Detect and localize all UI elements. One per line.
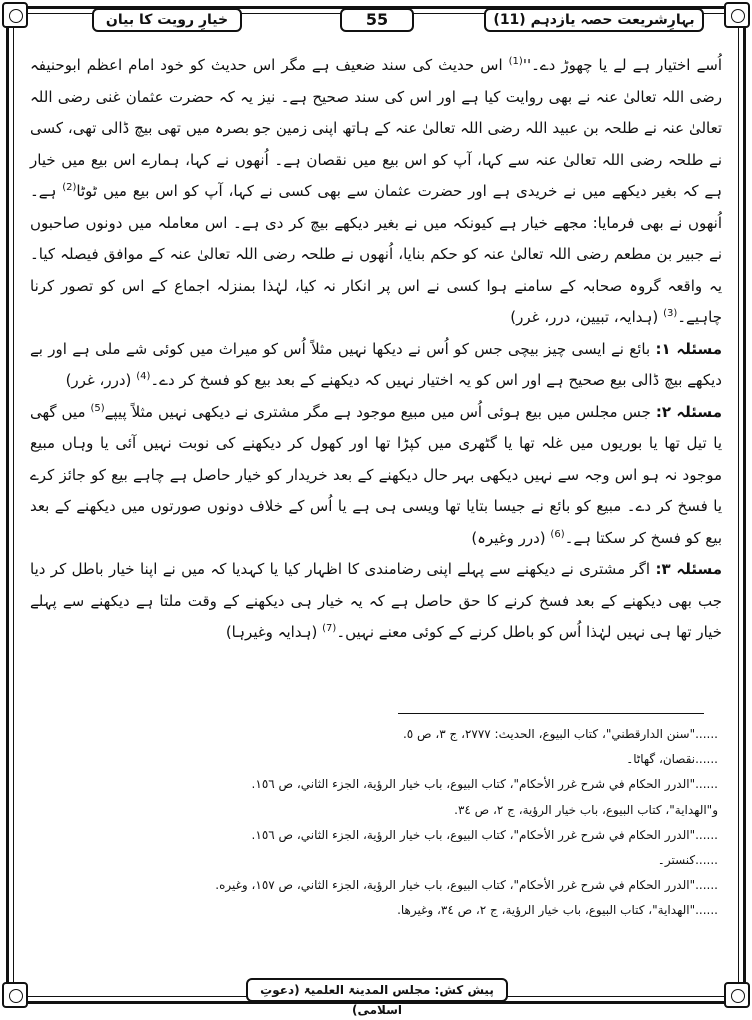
footnote-6: ......"الدرر الحكام في شرح غرر الأحكام"، كتاب البيوع، باب خيار الرؤية، الجزء الثاني، ص ١٥٧، وغيره. (215, 878, 718, 893)
paragraph-text: اس حدیث کی سند ضعیف ہے مگر اس حدیث کو خود امام اعظم ابوحنیفہ رضی اللہ تعالیٰ عنہ نے بھی روایت کیا ہے اور اس کی سند صحیح ہے۔ نیز یہ کہ حضرت عثمان غنی رضی اللہ تعالیٰ عنہ نے طلحہ بن عبید اللہ رضی اللہ تعالیٰ عنہ کے ہاتھ اپنی زمین جو بصرہ میں تھی بیچ ڈالی تھی، کسی نے طلحہ رضی اللہ تعالیٰ عنہ سے کہا، آپ کو اس بیع میں نقصان ہے۔ اُنھوں نے کہا، ہمارے اس بیع میں خیار ہے کہ بغیر دیکھے میں نے خریدی ہے اور حضرت عثمان سے بھی کسی نے کہا، آپ کو اس بیع میں ٹوٹا (30, 56, 722, 200)
publisher-footer: پیش کش: مجلس المدینۃ العلمیۃ (دعوتِ اسلامی) (246, 978, 508, 1002)
masala-label: مسئلہ ۲: (655, 402, 722, 421)
footnote-ref: (3) (663, 308, 678, 319)
paragraph-text: اُسے اختیار ہے لے یا چھوڑ دے۔'' (522, 56, 722, 74)
corner-ornament-icon (2, 982, 28, 1008)
footnote-ref: (1) (508, 56, 523, 67)
corner-ornament-icon (724, 982, 750, 1008)
page-header (0, 8, 752, 34)
paragraph-hadith (30, 50, 722, 334)
masala-label: مسئلہ ۱: (655, 339, 722, 358)
masala-label: مسئلہ ۳: (655, 560, 722, 578)
page-number: 55 (340, 8, 414, 32)
masala-text: جس مجلس میں بیع ہوئی اُس میں مبیع موجود ہے مگر مشتری نے دیکھی نہیں مثلاً پیپے (104, 402, 651, 421)
paragraph-text: ہے۔ اُنھوں نے بھی فرمایا: مجھے خیار ہے کیونکہ میں نے بغیر دیکھے بیچ کر دی ہے۔ اس معاملہ میں دونوں صاحبوں نے جبیر بن مطعم رضی اللہ تعالیٰ عنہ کو حکم بنایا، اُنھوں نے طلحہ رضی اللہ تعالیٰ عنہ کے موافق فیصلہ کیا۔ یہ واقعہ گروہ صحابہ کے سامنے ہوا کسی نے اس پر انکار نہ کیا، لہٰذا بمنزلہ اجماع کے اس کو تصور کرنا چاہیے۔ (30, 182, 722, 326)
footnote-2: ......نقصان، گھاٹا۔ (626, 752, 718, 767)
footnotes (158, 722, 718, 924)
footnote-ref: (4) (136, 371, 151, 382)
footnote-ref: (2) (62, 182, 77, 193)
book-title: بہارِشریعت حصہ یازدہم (11) (484, 8, 704, 32)
source-citation: (ہدایہ، تبیین، درر، غرر) (510, 308, 659, 326)
footnote-3: ......"الدرر الحكام في شرح غرر الأحكام"، كتاب البيوع، باب خيار الرؤية، الجزء الثاني، ص ١٥٦. (251, 777, 718, 792)
source-citation: (ہدایہ وغیرہا) (225, 623, 318, 641)
masala-text: بائع نے ایسی چیز بیچی جس کو اُس نے دیکھا نہیں مثلاً اُس کو میراث میں کوئی شے ملی ہے اور بے دیکھے بیچ ڈالی بیع صحیح ہے اور اس کو یہ اختیار نہیں کہ دیکھنے کے بعد بیع کو فسخ کر دے۔ (30, 339, 722, 389)
chapter-title: خیارِ رویت کا بیان (92, 8, 242, 32)
footnote-ref: (5) (90, 402, 105, 414)
footnote-divider (398, 713, 704, 714)
footnote-3b: و"الهداية"، كتاب البيوع، باب خيار الرؤية، ج ٢، ص ٣٤. (454, 802, 718, 817)
footnote-5: ......کنستر۔ (657, 853, 718, 868)
source-citation: (درر، غرر) (65, 371, 132, 389)
masala-1 (30, 334, 722, 397)
footnote-1: ......"سنن الدارقطني"، كتاب البيوع، الحديث: ۲۷۷۷، ج ۳، ص ٥. (402, 727, 718, 741)
masala-3 (30, 554, 722, 649)
footnote-7: ......"الهداية"، كتاب البيوع، باب خيار الرؤية، ج ٢، ص ٣٤، وغيرها. (397, 903, 718, 918)
masala-2 (30, 397, 722, 555)
page-body (30, 50, 722, 649)
source-citation: (درر وغیرہ) (471, 528, 546, 547)
footnote-ref: (7) (322, 623, 337, 634)
masala-text: میں گھی یا تیل تھا یا بوریوں میں غلہ تھا یا گٹھری میں کپڑا تھا اور کھول کر دیکھنے کی نوبت نہیں آئی یا وہاں مبیع موجود نہ ہو اس وجہ سے نہیں دیکھی بہر حال دیکھنے کے بعد خریدار کو خیار حاصل ہے چاہے بیع کو جائز کرے یا فسخ کر دے۔ مبیع کو بائع نے جیسا بتایا تھا ویسی ہی ہے یا اُس کے خلاف دونوں صورتوں میں دیکھنے کے بعد بیع کو فسخ کر سکتا ہے۔ (30, 402, 722, 547)
masala-text: اگر مشتری نے دیکھنے سے پہلے اپنی رضامندی کا اظہار کیا یا کہدیا کہ میں نے اپنا خیار باطل کر دیا جب بھی دیکھنے کے بعد فسخ کرنے کا حق حاصل ہے کہ یہ خیار ہی دیکھنے کے وقت ملتا ہے دیکھنے سے پہلے خیار تھا ہی نہیں لہٰذا اُس کو باطل کرنے کے کوئی معنے نہیں۔ (30, 560, 722, 641)
footnote-ref: (6) (550, 528, 565, 540)
footnote-4: ......"الدرر الحكام في شرح غرر الأحكام"، كتاب البيوع، باب خيار الرؤية، الجزء الثاني، ص ١٥٦. (251, 827, 718, 842)
